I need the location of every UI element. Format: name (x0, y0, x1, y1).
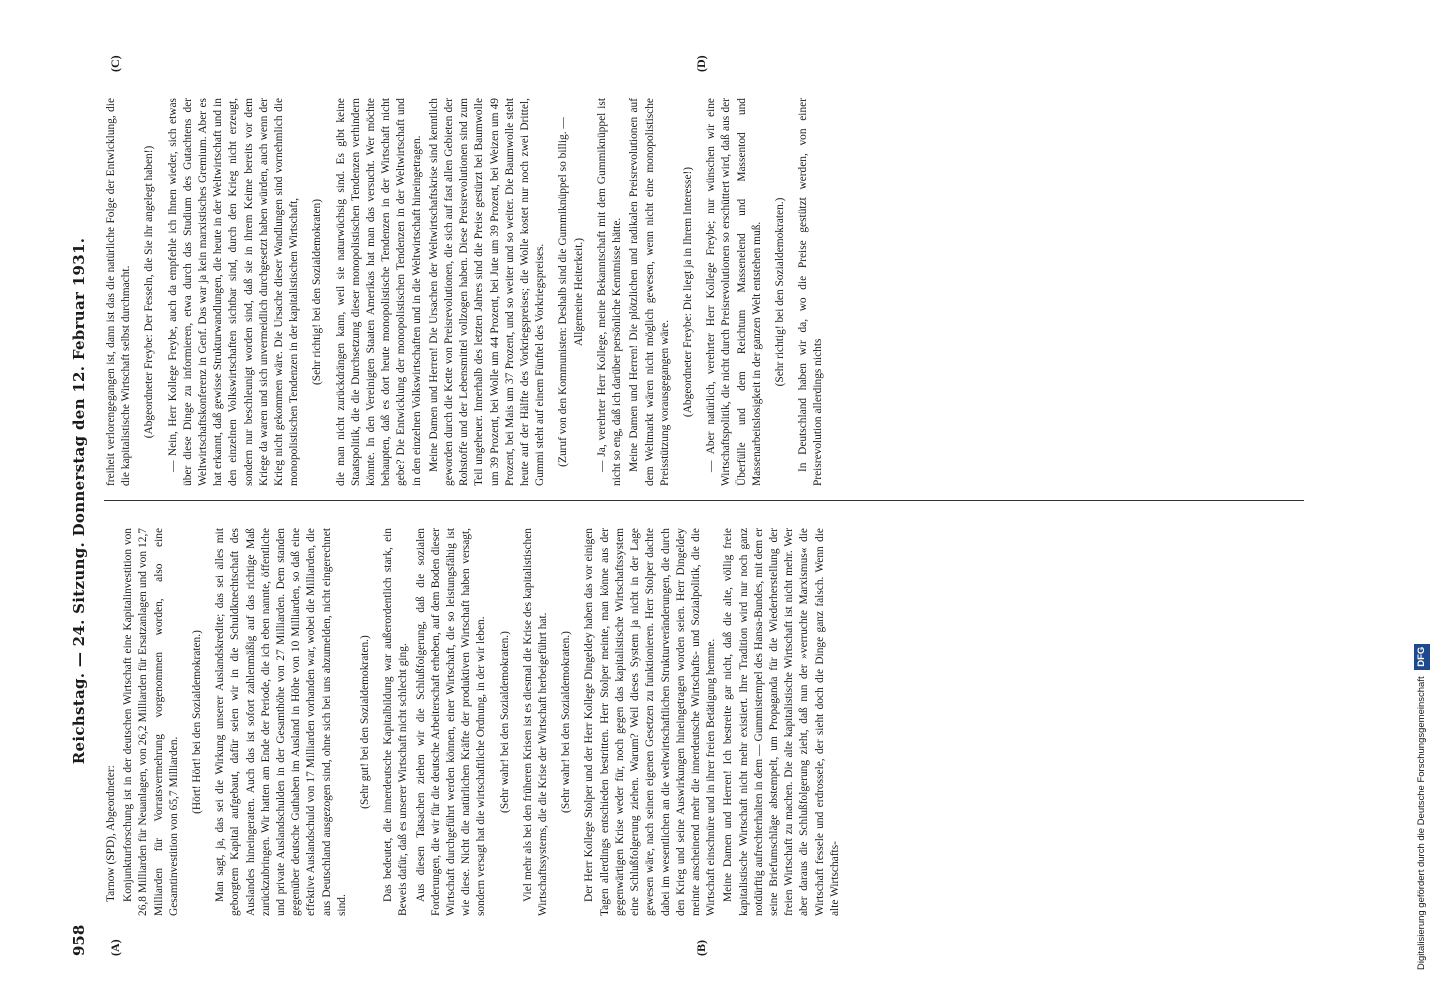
paragraph: freiheit verlorengegangen ist, dann ist das die natürliche Folge der Entwicklung, die die kapitalistische Wirtschaft selbst durchmacht. (105, 98, 133, 486)
paragraph: — Ja, verehrter Herr Kollege, meine Bekanntschaft mit dem Gummiknüppel ist nicht so eng, daß ich darüber persönliche Kenntnisse hätte. (595, 98, 624, 486)
margin-mark-c: (C) (108, 55, 122, 72)
paragraph: Meine Damen und Herren! Ich bestreite gar nicht, daß die alte, völlig freie kapitalistische Wirtschaft nicht mehr existiert. Ihre Tradition wird nur noch ganz notdürftig aufrechterhalten in dem — Gummistempel des Hansa-Bundes, mit dem er seine Briefumschläge abstempelt, um Propaganda für die Wiederherstellung der freien Wirtschaft zu machen. Die alte kapitalistische Wirtschaft ist nicht mehr. Wer aber daraus die Schlußfolgerung zieht, daß nun der »verruchte Marxismus« die Wirtschaft fessele und erdrossele, der sieht doch die Dinge ganz falsch. Wenn die alte Wirtschafts- (722, 528, 841, 916)
interjection: (Abgeordneter Freybe: Die liegt ja in Ihrem Interesse!) (681, 166, 694, 418)
interjection: (Sehr wahr! bei den Sozialdemokraten.) (560, 631, 573, 813)
paragraph: Das bedeutet, die innerdeutsche Kapitalbildung war außerordentlich stark, ein Beweis dafür, daß es unserer Wirtschaft nicht schlecht ging. (382, 528, 410, 916)
paragraph: Meine Damen und Herren! Die plötzlichen und radikalen Preisrevolutionen auf dem Weltmarkt wären nicht möglich gewesen, wenn nicht eine monopolistische Preisstützung vorausgegangen wäre. (628, 98, 671, 486)
dfg-logo: DFG (1414, 644, 1430, 670)
rotated-page (64, 46, 1304, 956)
paragraph: Tarnow (SPD), Abgeordneter: (105, 765, 117, 902)
text-columns (104, 46, 1304, 956)
paragraph: die man nicht zurückdrängen kann, weil sie naturwüchsig sind. Es gibt keine Staatspolitik, die die Durchsetzung dieser monopolistischen Tendenzen verhindern könnte. In den Vereinigten Staaten Amerikas hat man das versucht. Wer möchte behaupten, daß es dort heute monopolistische Tendenzen in der Wirtschaft nicht gebe? Die Entwicklung der monopolistischen Tendenzen in der Weltwirtschaft und in den einzelnen Volkswirtschaften und in die Weltwirtschaft hineingetragen. (334, 98, 423, 486)
paragraph: Man sagt, ja, das sei die Wirkung unserer Auslandskredite; das sei alles mit geborgtem Kapital aufgebaut, dafür seien wir in die Schuldknechtschaft des Auslandes hineingeraten. Auch das ist sofort zahlenmäßig auf das richtige Maß zurückzubringen. Wir hatten am Ende der Periode, die ich eben nannte, öffentliche und private Auslandschulden in der Gesamthöhe von 27 Milliarden. Dem standen gegenüber deutsche Guthaben im Ausland in Höhe von 10 Milliarden, so daß eine effektive Auslandschuld von 17 Milliarden vorhanden war, wobei die Milliarden, die aus Deutschland ausgezogen sind, ohne sich bei uns abzumelden, nicht eingerechnet sind. (214, 528, 348, 916)
page-header (64, 46, 94, 956)
paragraph: — Nein, Herr Kollege Freybe, auch da empfehle ich Ihnen wieder, sich etwas über diese Dinge zu informieren, etwa durch das Studium des Gutachtens der Weltwirtschaftskonferenz in Genf. Das war ja kein marxistisches Gremium. Aber es hat erkannt, daß gewisse Strukturwandlungen, die heute in der Weltwirtschaft und in den einzelnen Volkswirtschaften sichtbar sind, durch den Krieg nicht erzeugt, sondern nur beschleunigt worden sind, daß sie in ihrem Keime bereits vor dem Kriege da waren und sich unvermeidlich durchgesetzt haben würden, auch wenn der Krieg nicht gekommen wäre. Die Ursache dieser Wandlungen sind vornehmlich die monopolistischen Tendenzen in der kapitalistischen Wirtschaft, (166, 98, 301, 486)
paragraph: Konjunkturforschung ist in der deutschen Wirtschaft eine Kapitalinvestition von 26,8 Milliarden für Neuanlagen, von 26,2 Milliarden für Ersatzanlagen und von 12,7 Milliarden für Vorratsvermehrung vorgenommen worden, also eine Gesamtinvestition von 65,7 Milliarden. (122, 528, 180, 916)
interjection: (Sehr wahr! bei den Sozialdemokraten.) (498, 631, 511, 813)
interjection: (Sehr richtig! bei den Sozialdemokraten.) (773, 197, 786, 387)
margin-mark-a: (A) (108, 939, 122, 956)
interjection: (Abgeordneter Freybe: Der Fesseln, die Sie ihr angelegt haben!) (143, 145, 156, 439)
credit-text: Digitalisierung gefördert durch die Deutsche Forschungsgemeinschaft (1416, 676, 1427, 970)
interjection: (Hört! Hört! bei den Sozialdemokraten.) (191, 630, 204, 814)
right-column (104, 98, 1304, 486)
page-title: Reichstag. — 24. Sitzung. Donnerstag den 12. Februar 1931. (70, 237, 88, 765)
digitization-credit (1414, 10, 1430, 970)
paragraph: — Aber natürlich, verehrter Herr Kollege Freybe; nur wünschen wir eine Wirtschaftspolitik, die nicht durch Preisrevolutionen so erschüttert wird, daß aus der Überfülle und dem Reichtum Massenelend und Massentod und Massenarbeitslosigkeit in der ganzen Welt entstehen muß. (705, 98, 763, 486)
interjection: (Zuruf von den Kommunisten: Deshalb sind die Gummiknüppel so billig. — Allgemeine Heiterkeit.) (557, 117, 585, 467)
paragraph: Meine Damen und Herren! Die Ursachen der Weltwirtschaftskrise sind kenntlich geworden durch die Kette von Preisrevolutionen, die sich auf fast allen Gebieten der Rohstoffe und der Lebensmittel vollzogen haben. Diese Preisrevolutionen sind zum Teil ungeheuer. Innerhalb des letzten Jahres sind die Preise gestürzt bei Baumwolle um 39 Prozent, bei Wolle um 44 Prozent, bei Jute um 39 Prozent, bei Weizen um 49 Prozent, bei Mais um 37 Prozent, und so weiter und so weiter. Die Baumwolle steht heute auf der Hälfte des Vorkriegspreises; die Wolle kostet nur noch zwei Drittel, Gummi steht auf einem Fünftel des Vorkriegspreises. (427, 98, 547, 486)
page-number: 958 (70, 924, 88, 956)
interjection: (Sehr gut! bei den Sozialdemokraten.) (359, 635, 372, 809)
paragraph: In Deutschland haben wir da, wo die Preise gestützt werden, von einer Preisrevolution allerdings nichts (797, 98, 825, 486)
paragraph: Der Herr Kollege Stolper und der Herr Kollege Dingeldey haben das vor einigen Tagen allerdings entschieden bestritten. Herr Stolper meinte, man könne aus der gegenwärtigen Krise weder für, noch gegen das kapitalistische Wirtschaftssystem eine Schlußfolgerung ziehen. Warum? Weil dieses System ja nicht in der Lage gewesen wäre, nach seinen eigenen Gesetzen zu funktionieren. Herr Stolper dachte dabei im wesentlichen an die weltwirtschaftlichen Strukturveränderungen, die durch den Krieg und seine Auswirkungen hineingetragen worden seien. Herr Dingeldey meinte anscheinend mehr die innerdeutsche Wirtschafts- und Sozialpolitik, die die Wirtschaft einschnüre und in ihrer freien Betätigung hemme. (583, 528, 718, 916)
column-divider (104, 500, 1304, 501)
paragraph: Viel mehr als bei den früheren Krisen ist es diesmal die Krise des kapitalistischen Wirtschaftssystems, die die Krise der Wirtschaft herbeigeführt hat. (521, 528, 550, 916)
margin-mark-b: (B) (694, 940, 708, 956)
margin-mark-d: (D) (694, 55, 708, 72)
left-column (104, 528, 1304, 916)
paragraph: Aus diesen Tatsachen ziehen wir die Schlußfolgerung, daß die sozialen Forderungen, die wir für die deutsche Arbeiterschaft erheben, auf dem Boden dieser Wirtschaft durchgeführt werden können, einer Wirtschaft, die so leistungsfähig ist wie diese. Nicht die natürlichen Kräfte der produktiven Wirtschaft haben versagt, sondern versagt hat die wirtschaftliche Ordnung, in der wir leben. (414, 528, 488, 916)
interjection: (Sehr richtig! bei den Sozialdemokraten) (311, 199, 324, 385)
